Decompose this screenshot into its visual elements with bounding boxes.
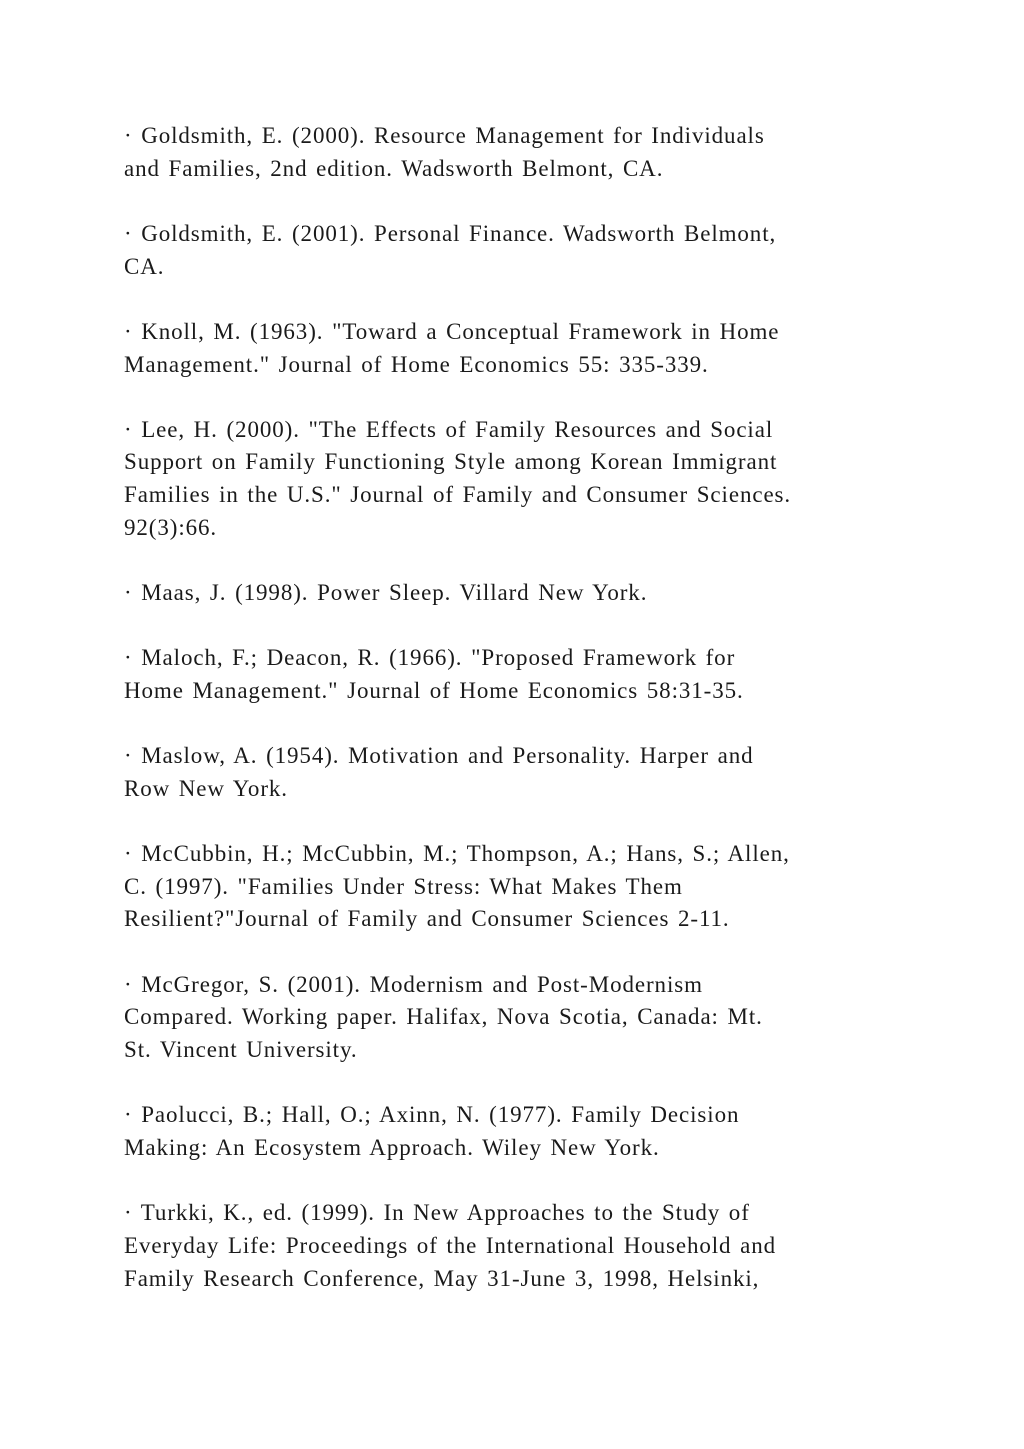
reference-line: · Turkki, K., ed. (1999). In New Approaches to the Study of bbox=[124, 1200, 750, 1226]
reference-line: · Maloch, F.; Deacon, R. (1966). "Proposed Framework for bbox=[124, 645, 736, 671]
reference-line: Compared. Working paper. Halifax, Nova Scotia, Canada: Mt. bbox=[124, 1004, 763, 1030]
reference-line: CA. bbox=[124, 253, 165, 279]
reference-entry-maas-1998 bbox=[124, 577, 904, 610]
reference-line: · McCubbin, H.; McCubbin, M.; Thompson, A.; Hans, S.; Allen, bbox=[124, 841, 790, 867]
reference-entry-maslow-1954 bbox=[124, 740, 904, 805]
reference-entry-goldsmith-2000 bbox=[124, 120, 904, 185]
reference-line: · Knoll, M. (1963). "Toward a Conceptual Framework in Home bbox=[124, 318, 780, 344]
reference-line: Resilient?"Journal of Family and Consumer Sciences 2-11. bbox=[124, 906, 730, 932]
reference-line: · McGregor, S. (2001). Modernism and Post-Modernism bbox=[124, 971, 703, 997]
reference-line: Support on Family Functioning Style among Korean Immigrant bbox=[124, 449, 778, 475]
reference-entry-turkki-1999 bbox=[124, 1197, 904, 1295]
reference-line: · Goldsmith, E. (2000). Resource Management for Individuals bbox=[124, 123, 765, 148]
reference-line: 92(3):66. bbox=[124, 514, 218, 540]
reference-line: Row New York. bbox=[124, 775, 288, 801]
reference-list bbox=[124, 120, 904, 1328]
reference-entry-mcgregor-2001 bbox=[124, 969, 904, 1067]
reference-line: · Paolucci, B.; Hall, O.; Axinn, N. (1977). Family Decision bbox=[124, 1102, 740, 1128]
reference-line: · Lee, H. (2000). "The Effects of Family Resources and Social bbox=[124, 416, 774, 442]
reference-line: · Goldsmith, E. (2001). Personal Finance. Wadsworth Belmont, bbox=[124, 220, 777, 246]
reference-line: Everyday Life: Proceedings of the International Household and bbox=[124, 1232, 777, 1258]
reference-line: · Maas, J. (1998). Power Sleep. Villard New York. bbox=[124, 580, 648, 606]
reference-line: · Maslow, A. (1954). Motivation and Personality. Harper and bbox=[124, 743, 754, 769]
reference-line: Families in the U.S." Journal of Family and Consumer Sciences. bbox=[124, 482, 792, 508]
reference-line: C. (1997). "Families Under Stress: What Makes Them bbox=[124, 873, 683, 899]
reference-entry-mccubbin-1997 bbox=[124, 838, 904, 936]
reference-line: Making: An Ecosystem Approach. Wiley New York. bbox=[124, 1134, 660, 1160]
reference-entry-lee-2000 bbox=[124, 414, 904, 545]
reference-entry-knoll-1963 bbox=[124, 316, 904, 381]
reference-entry-paolucci-1977 bbox=[124, 1099, 904, 1164]
reference-entry-maloch-1966 bbox=[124, 642, 904, 707]
reference-entry-goldsmith-2001 bbox=[124, 218, 904, 283]
reference-line: St. Vincent University. bbox=[124, 1037, 358, 1063]
reference-line: Home Management." Journal of Home Economics 58:31-35. bbox=[124, 677, 744, 703]
reference-line: and Families, 2nd edition. Wadsworth Belmont, CA. bbox=[124, 155, 664, 181]
reference-line: Family Research Conference, May 31-June 3, 1998, Helsinki, bbox=[124, 1265, 760, 1291]
reference-line: Management." Journal of Home Economics 55: 335-339. bbox=[124, 351, 709, 377]
